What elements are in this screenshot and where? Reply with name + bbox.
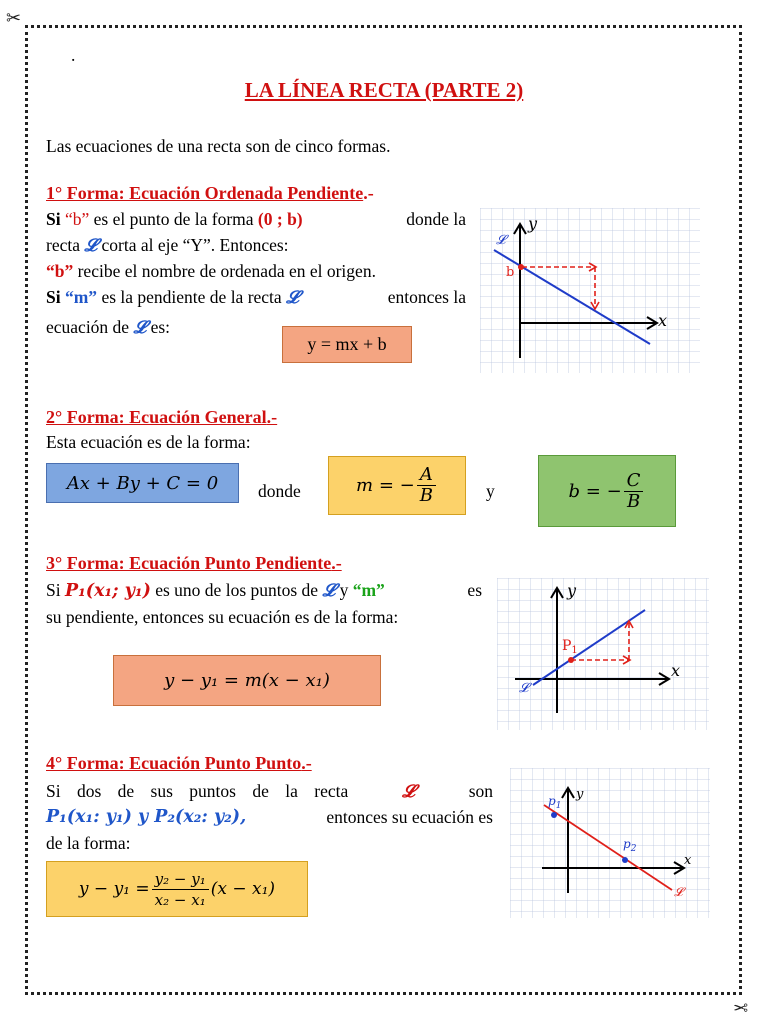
form1-graph bbox=[480, 208, 700, 373]
donde-text: donde bbox=[258, 481, 301, 501]
two-point-box: y − y₁ = $\frac{\text{y₂ − y₁}}{\text{x₂ − x₁}}$ (x − x₁) bbox=[46, 861, 308, 917]
P1-label: $P_1$ bbox=[562, 638, 578, 656]
form1-header: 1° Forma: Ecuación Ordenada Pendiente.- bbox=[46, 183, 374, 203]
y-label: y bbox=[576, 787, 584, 802]
form4-header: 4° Forma: Ecuación Punto Punto.- bbox=[46, 753, 312, 773]
form3-graph bbox=[497, 578, 709, 730]
form4-graph bbox=[510, 768, 710, 918]
b-label: b bbox=[506, 265, 515, 280]
form1-body: Si “b” es el punto de la forma (0 ; b) donde la recta 𝓛 corta al eje “Y”. Entonces: “b” recibe el nombre de ordenada en el origen. Si “m” es la pendiente de la recta 𝓛 entonces la ecuación de 𝓛 es: bbox=[46, 209, 466, 337]
L-label: 𝓛 bbox=[674, 885, 683, 899]
form2-intro: Esta ecuación es de la forma: bbox=[46, 432, 251, 452]
p1-label: $p_1$ bbox=[548, 794, 562, 811]
form3-body: Si P₁(x₁; y₁) es uno de los puntos de 𝓛 y “m” es su pendiente, entonces su ecuación es de la forma: bbox=[46, 580, 482, 627]
general-equation-box: Ax + By + C = 0 bbox=[46, 463, 239, 503]
point-b bbox=[518, 264, 524, 270]
x-label: x bbox=[671, 661, 681, 680]
L-label: 𝓛 bbox=[519, 681, 529, 696]
point-slope-box: y − y₁ = m(x − x₁) bbox=[113, 655, 381, 706]
intro-text: Las ecuaciones de una recta son de cinco formas. bbox=[46, 136, 391, 156]
y-label: y bbox=[528, 214, 538, 233]
p2-label: $p_2$ bbox=[623, 837, 637, 854]
scissors-icon: ✂ bbox=[733, 996, 749, 1017]
form4-body: Si dos de sus puntos de la recta 𝓛 son P₁(x₁: y₁) y P₂(x₂: y₂), entonces su ecuación es de la forma: bbox=[46, 781, 493, 853]
page-title: LA LÍNEA RECTA (PARTE 2) bbox=[244, 78, 524, 102]
scissors-icon: ✂ bbox=[6, 8, 22, 29]
y-label: y bbox=[567, 581, 577, 600]
L-label: 𝓛 bbox=[496, 233, 506, 248]
x-label: x bbox=[658, 311, 668, 330]
form3-header: 3° Forma: Ecuación Punto Pendiente.- bbox=[46, 553, 342, 573]
form1-formula-box: y = mx + b bbox=[282, 326, 412, 363]
slope-box: m = − $\frac{A}{B}$ bbox=[328, 456, 466, 515]
stray-dot: . bbox=[71, 45, 76, 65]
x-label: x bbox=[684, 853, 692, 868]
y-connector: y bbox=[486, 481, 495, 501]
form2-header: 2° Forma: Ecuación General.- bbox=[46, 407, 278, 427]
intercept-box: b = − $\frac{C}{B}$ bbox=[538, 455, 676, 527]
